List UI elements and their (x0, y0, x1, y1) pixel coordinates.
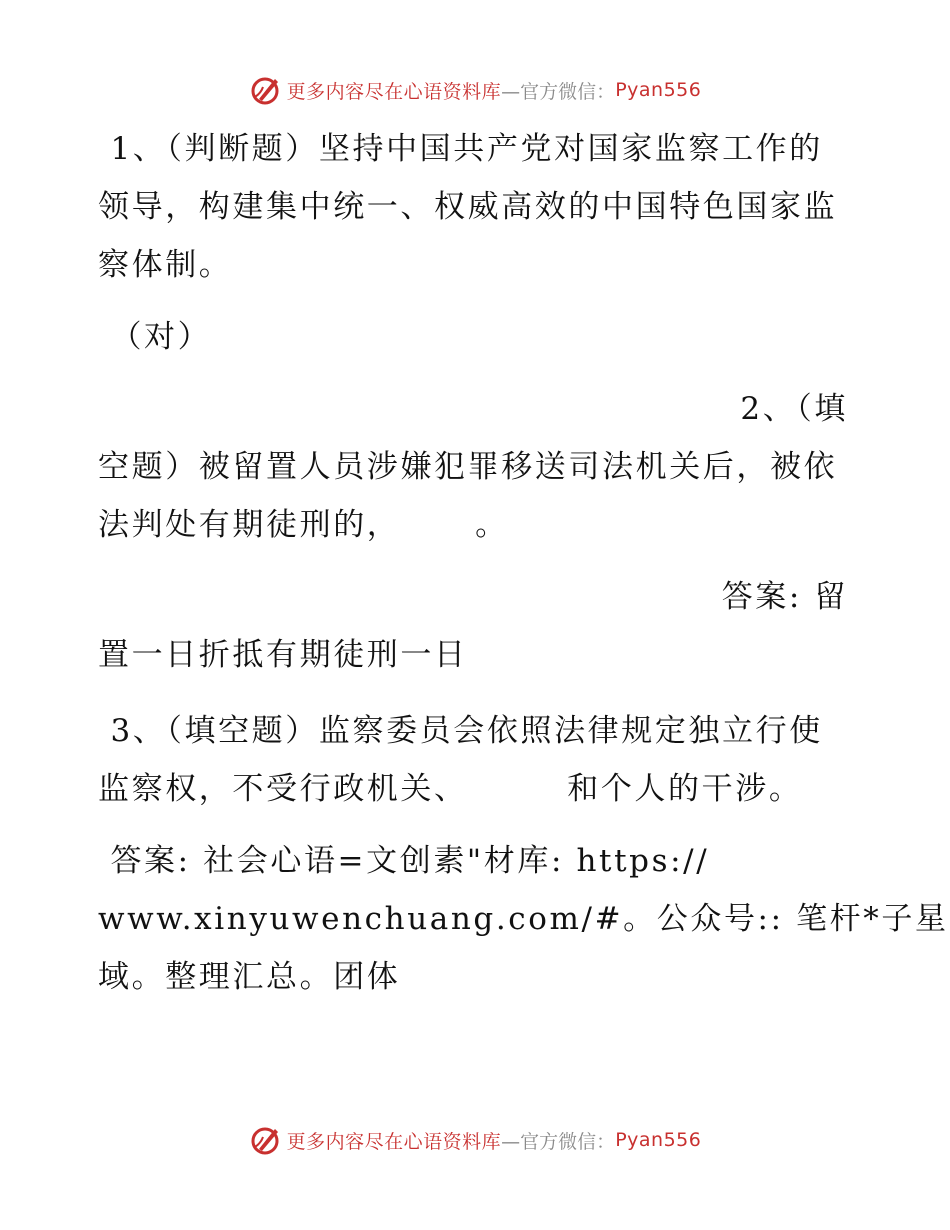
q2-line-3: 法判处有期徒刑的， 。 (98, 507, 509, 543)
header-watermark (0, 70, 950, 110)
q2-line-1: 2、（填 (740, 391, 848, 427)
q3-answer-line-1: 答案: 社会心语=文创素"材库: https:// (98, 843, 710, 879)
footer-sub-text: —官方微信： (501, 1130, 616, 1153)
q3-line-1: 3、（填空题）监察委员会依照法律规定独立行使 (98, 713, 823, 749)
document-body (98, 120, 949, 1006)
footer-wechat-id: Pyan556 (615, 1129, 702, 1151)
q1-line-2: 领导，构建集中统一、权威高效的中国特色国家监 (98, 189, 838, 225)
q1-line-1: 1、（判断题）坚持中国共产党对国家监察工作的 (98, 131, 823, 167)
q2-line-2: 空题）被留置人员涉嫌犯罪移送司法机关后，被依 (98, 449, 838, 485)
q2-answer-line-2: 置一日折抵有期徒刑一日 (98, 637, 468, 673)
header-main-text: 更多内容尽在心语资料库 (286, 80, 502, 103)
footer-main-text: 更多内容尽在心语资料库 (286, 1130, 502, 1153)
q3-answer-line-3: 域。整理汇总。团体 (98, 959, 401, 995)
q2-answer-line-1: 答案: 留 (721, 579, 848, 615)
footer-watermark (0, 1120, 950, 1160)
quill-logo-icon (249, 1123, 283, 1157)
q1-line-3: 察体制。 (98, 247, 233, 283)
q1-answer: （对） (98, 319, 212, 355)
quill-logo-icon (249, 73, 283, 107)
header-wechat-id: Pyan556 (615, 79, 702, 101)
q3-line-2: 监察权，不受行政机关、 和个人的干涉。 (98, 771, 803, 807)
q3-answer-line-2: www.xinyuwenchuang.com/#。公众号:: 笔杆*子星 (98, 901, 949, 937)
header-sub-text: —官方微信： (501, 80, 616, 103)
